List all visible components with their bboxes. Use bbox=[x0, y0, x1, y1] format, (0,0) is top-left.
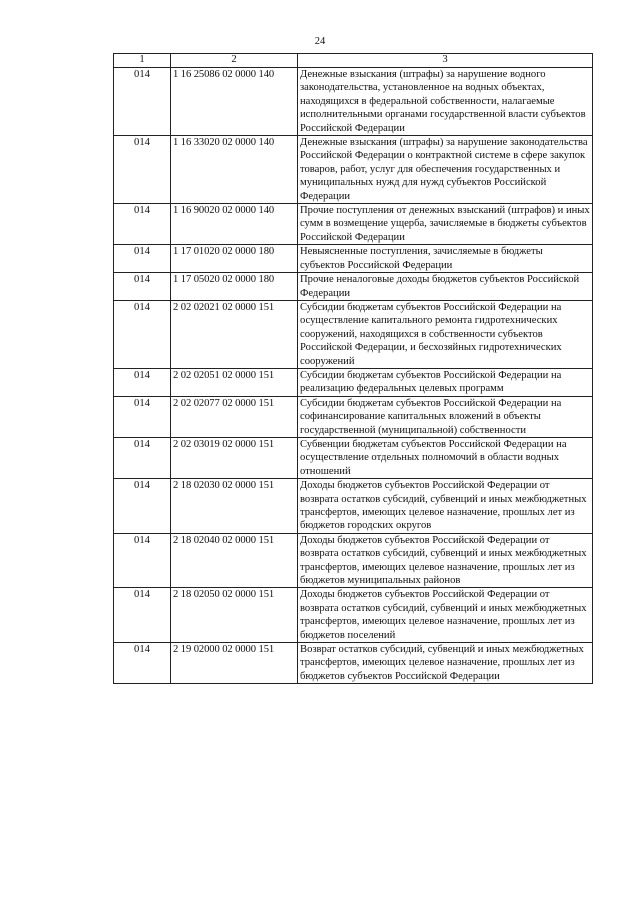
table-row bbox=[114, 68, 593, 136]
table-row bbox=[114, 533, 593, 588]
budget-code: 1 17 05020 02 0000 180 bbox=[171, 273, 298, 301]
revenue-name: Субвенции бюджетам субъектов Российской Федерации на осуществление отдельных полномочий в области водных отношений bbox=[298, 437, 593, 478]
revenue-name: Доходы бюджетов субъектов Российской Федерации от возврата остатков субсидий, субвенций и иных межбюджетных трансфертов, имеющих целевое назначение, прошлых лет из бюджетов поселений bbox=[298, 588, 593, 643]
budget-code: 2 18 02050 02 0000 151 bbox=[171, 588, 298, 643]
table-row bbox=[114, 136, 593, 204]
budget-code: 2 19 02000 02 0000 151 bbox=[171, 643, 298, 684]
budget-code: 1 16 33020 02 0000 140 bbox=[171, 136, 298, 204]
table-header-row bbox=[114, 54, 593, 68]
admin-code: 014 bbox=[114, 136, 171, 204]
budget-code: 2 02 02021 02 0000 151 bbox=[171, 300, 298, 368]
admin-code: 014 bbox=[114, 479, 171, 534]
table-row bbox=[114, 204, 593, 245]
admin-code: 014 bbox=[114, 300, 171, 368]
table-row bbox=[114, 300, 593, 368]
admin-code: 014 bbox=[114, 643, 171, 684]
column-header-1: 1 bbox=[114, 54, 171, 68]
column-header-2: 2 bbox=[171, 54, 298, 68]
table-row bbox=[114, 273, 593, 301]
table-row bbox=[114, 479, 593, 534]
table-row bbox=[114, 245, 593, 273]
revenue-codes-table bbox=[113, 53, 593, 684]
admin-code: 014 bbox=[114, 437, 171, 478]
revenue-name: Доходы бюджетов субъектов Российской Федерации от возврата остатков субсидий, субвенций и иных межбюджетных трансфертов, имеющих целевое назначение, прошлых лет из бюджетов городских округов bbox=[298, 479, 593, 534]
budget-code: 1 16 90020 02 0000 140 bbox=[171, 204, 298, 245]
revenue-name: Прочие поступления от денежных взысканий (штрафов) и иных сумм в возмещение ущерба, зачисляемые в бюджеты субъектов Российской Федерации bbox=[298, 204, 593, 245]
revenue-name: Субсидии бюджетам субъектов Российской Федерации на софинансирование капитальных вложений в объекты государственной (муниципальной) собственности bbox=[298, 396, 593, 437]
revenue-name: Доходы бюджетов субъектов Российской Федерации от возврата остатков субсидий, субвенций и иных межбюджетных трансфертов, имеющих целевое назначение, прошлых лет из бюджетов муниципальных районов bbox=[298, 533, 593, 588]
budget-code: 2 18 02030 02 0000 151 bbox=[171, 479, 298, 534]
table-row bbox=[114, 396, 593, 437]
column-header-3: 3 bbox=[298, 54, 593, 68]
budget-code: 2 18 02040 02 0000 151 bbox=[171, 533, 298, 588]
revenue-name: Денежные взыскания (штрафы) за нарушение законодательства Российской Федерации о контрактной системе в сфере закупок товаров, работ, услуг для обеспечения государственных и муниципальных нужд для нужд субъектов Российской Федерации bbox=[298, 136, 593, 204]
admin-code: 014 bbox=[114, 68, 171, 136]
table-row bbox=[114, 437, 593, 478]
revenue-name: Возврат остатков субсидий, субвенций и иных межбюджетных трансфертов, имеющих целевое назначение, прошлых лет из бюджетов субъектов Российской Федерации bbox=[298, 643, 593, 684]
admin-code: 014 bbox=[114, 273, 171, 301]
revenue-name: Субсидии бюджетам субъектов Российской Федерации на осуществление капитального ремонта гидротехнических сооружений, находящихся в собственности субъектов Российской Федерации, и бесхозяйных гидротехнических сооружений bbox=[298, 300, 593, 368]
revenue-name: Невыясненные поступления, зачисляемые в бюджеты субъектов Российской Федерации bbox=[298, 245, 593, 273]
admin-code: 014 bbox=[114, 396, 171, 437]
table-row bbox=[114, 643, 593, 684]
revenue-name: Прочие неналоговые доходы бюджетов субъектов Российской Федерации bbox=[298, 273, 593, 301]
admin-code: 014 bbox=[114, 245, 171, 273]
budget-code: 2 02 02051 02 0000 151 bbox=[171, 368, 298, 396]
admin-code: 014 bbox=[114, 368, 171, 396]
budget-code: 1 17 01020 02 0000 180 bbox=[171, 245, 298, 273]
revenue-name: Денежные взыскания (штрафы) за нарушение водного законодательства, установленное на водных объектах, находящихся в федеральной собственности, налагаемые исполнительными органами государственной власти субъектов Российской Федерации bbox=[298, 68, 593, 136]
table-row bbox=[114, 368, 593, 396]
admin-code: 014 bbox=[114, 588, 171, 643]
table-row bbox=[114, 588, 593, 643]
budget-code: 2 02 03019 02 0000 151 bbox=[171, 437, 298, 478]
revenue-name: Субсидии бюджетам субъектов Российской Федерации на реализацию федеральных целевых программ bbox=[298, 368, 593, 396]
page-number: 24 bbox=[314, 36, 326, 47]
budget-code: 2 02 02077 02 0000 151 bbox=[171, 396, 298, 437]
admin-code: 014 bbox=[114, 533, 171, 588]
budget-code: 1 16 25086 02 0000 140 bbox=[171, 68, 298, 136]
admin-code: 014 bbox=[114, 204, 171, 245]
